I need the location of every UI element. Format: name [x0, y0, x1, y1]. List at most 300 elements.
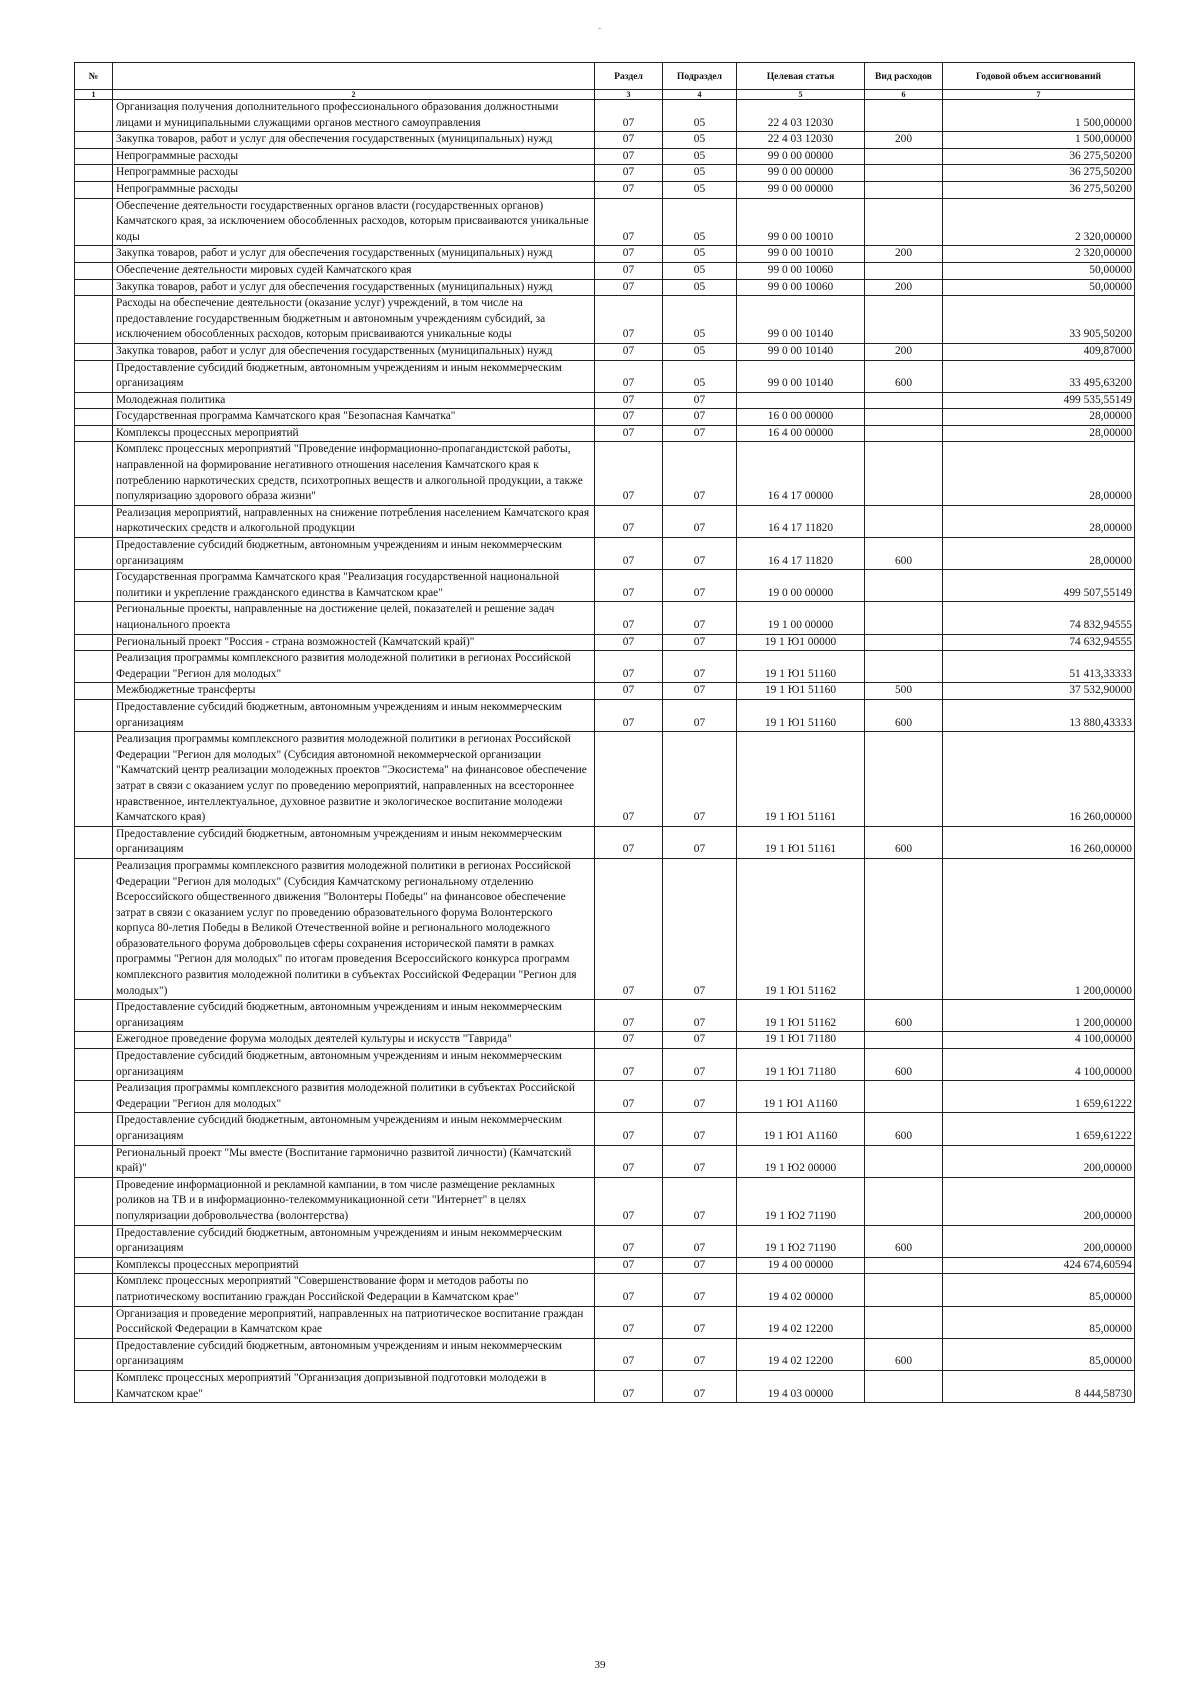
row-section-cell: 07: [595, 360, 663, 392]
row-number-cell: [75, 1306, 113, 1338]
row-name-cell: Предоставление субсидий бюджетным, автономным учреждениям и иным некоммерческим организациям: [113, 360, 595, 392]
row-name-cell: Реализация программы комплексного развития молодежной политики в регионах Российской Федерации "Регион для молодых": [113, 651, 595, 683]
row-number-cell: [75, 732, 113, 827]
row-name-cell: Предоставление субсидий бюджетным, автономным учреждениям и иным некоммерческим организациям: [113, 826, 595, 858]
row-name-cell: Предоставление субсидий бюджетным, автономным учреждениям и иным некоммерческим организациям: [113, 699, 595, 731]
row-name-cell: Обеспечение деятельности мировых судей Камчатского края: [113, 262, 595, 279]
row-value-cell: 33 495,63200: [943, 360, 1135, 392]
row-number-cell: [75, 1113, 113, 1145]
table-row: [75, 699, 1135, 731]
row-value-cell: 200,00000: [943, 1145, 1135, 1177]
row-target-cell: 19 1 Ю2 00000: [737, 1145, 865, 1177]
header-expense-type: Вид расходов: [865, 63, 943, 90]
row-name-cell: Организация и проведение мероприятий, направленных на патриотическое воспитание граждан Российской Федерации в Камчатском крае: [113, 1306, 595, 1338]
index-5: 5: [737, 90, 865, 100]
table-index-row: [75, 90, 1135, 100]
row-target-cell: 19 4 02 12200: [737, 1338, 865, 1370]
budget-allocation-table: [74, 62, 1135, 1403]
row-target-cell: 99 0 00 10060: [737, 279, 865, 296]
row-number-cell: [75, 296, 113, 344]
row-name-cell: Региональный проект "Мы вместе (Воспитание гармонично развитой личности) (Камчатский край)": [113, 1145, 595, 1177]
row-subsection-cell: 07: [663, 683, 737, 700]
index-6: 6: [865, 90, 943, 100]
row-subsection-cell: 05: [663, 100, 737, 132]
table-row: [75, 1338, 1135, 1370]
table-row: [75, 1177, 1135, 1225]
row-target-cell: 99 0 00 10060: [737, 262, 865, 279]
row-section-cell: 07: [595, 296, 663, 344]
header-section: Раздел: [595, 63, 663, 90]
row-type-cell: [865, 1145, 943, 1177]
table-row: [75, 1032, 1135, 1049]
table-row: [75, 181, 1135, 198]
row-type-cell: [865, 165, 943, 182]
row-type-cell: [865, 100, 943, 132]
row-name-cell: Предоставление субсидий бюджетным, автономным учреждениям и иным некоммерческим организациям: [113, 1049, 595, 1081]
row-type-cell: [865, 1177, 943, 1225]
row-target-cell: 19 4 00 00000: [737, 1257, 865, 1274]
row-type-cell: [865, 1370, 943, 1402]
row-subsection-cell: 07: [663, 858, 737, 999]
row-subsection-cell: 05: [663, 165, 737, 182]
row-subsection-cell: 07: [663, 1113, 737, 1145]
row-value-cell: 1 500,00000: [943, 132, 1135, 149]
row-value-cell: 28,00000: [943, 505, 1135, 537]
table-row: [75, 409, 1135, 426]
row-name-cell: Обеспечение деятельности государственных органов власти (государственных органов) Камчатского края, за исключением обособленных расходов, которым присваиваются уникальные коды: [113, 198, 595, 246]
row-number-cell: [75, 1370, 113, 1402]
row-number-cell: [75, 360, 113, 392]
row-target-cell: 19 1 Ю1 51162: [737, 1000, 865, 1032]
row-name-cell: Закупка товаров, работ и услуг для обеспечения государственных (муниципальных) нужд: [113, 246, 595, 263]
row-value-cell: 499 535,55149: [943, 392, 1135, 409]
row-number-cell: [75, 538, 113, 570]
row-number-cell: [75, 165, 113, 182]
row-subsection-cell: 07: [663, 1257, 737, 1274]
table-row: [75, 165, 1135, 182]
table-row: [75, 246, 1135, 263]
row-number-cell: [75, 505, 113, 537]
row-section-cell: 07: [595, 570, 663, 602]
row-subsection-cell: 07: [663, 1081, 737, 1113]
row-name-cell: Непрограммные расходы: [113, 165, 595, 182]
row-number-cell: [75, 262, 113, 279]
budget-table-page: [74, 62, 1134, 1403]
row-type-cell: [865, 858, 943, 999]
table-row: [75, 100, 1135, 132]
row-value-cell: 74 832,94555: [943, 602, 1135, 634]
row-target-cell: 19 1 Ю1 51160: [737, 683, 865, 700]
row-section-cell: 07: [595, 1049, 663, 1081]
row-type-cell: 500: [865, 683, 943, 700]
row-target-cell: 99 0 00 00000: [737, 148, 865, 165]
row-target-cell: 99 0 00 10140: [737, 296, 865, 344]
row-value-cell: 28,00000: [943, 442, 1135, 505]
row-target-cell: 22 4 03 12030: [737, 100, 865, 132]
table-row: [75, 343, 1135, 360]
index-4: 4: [663, 90, 737, 100]
row-subsection-cell: 07: [663, 699, 737, 731]
row-type-cell: [865, 570, 943, 602]
header-target-article: Целевая статья: [737, 63, 865, 90]
row-subsection-cell: 07: [663, 1338, 737, 1370]
row-subsection-cell: 05: [663, 181, 737, 198]
table-row: [75, 683, 1135, 700]
row-number-cell: [75, 858, 113, 999]
table-row: [75, 1049, 1135, 1081]
row-section-cell: 07: [595, 1225, 663, 1257]
row-target-cell: 99 0 00 10010: [737, 246, 865, 263]
row-value-cell: 50,00000: [943, 279, 1135, 296]
row-section-cell: 07: [595, 442, 663, 505]
row-target-cell: 19 1 00 00000: [737, 602, 865, 634]
row-type-cell: 600: [865, 538, 943, 570]
row-subsection-cell: 07: [663, 1370, 737, 1402]
row-type-cell: 200: [865, 279, 943, 296]
row-type-cell: [865, 1257, 943, 1274]
row-type-cell: 600: [865, 1113, 943, 1145]
header-annual-volume: Годовой объем ассигнований: [943, 63, 1135, 90]
row-section-cell: 07: [595, 246, 663, 263]
row-section-cell: 07: [595, 1113, 663, 1145]
row-target-cell: 16 0 00 00000: [737, 409, 865, 426]
row-value-cell: 8 444,58730: [943, 1370, 1135, 1402]
table-row: [75, 602, 1135, 634]
row-number-cell: [75, 198, 113, 246]
row-section-cell: 07: [595, 634, 663, 651]
row-section-cell: 07: [595, 409, 663, 426]
row-section-cell: 07: [595, 1257, 663, 1274]
row-section-cell: 07: [595, 1338, 663, 1370]
row-value-cell: 28,00000: [943, 409, 1135, 426]
row-number-cell: [75, 392, 113, 409]
page-number: 39: [594, 1659, 606, 1671]
row-section-cell: 07: [595, 1306, 663, 1338]
row-section-cell: 07: [595, 683, 663, 700]
index-1: 1: [75, 90, 113, 100]
row-target-cell: 19 1 Ю1 51161: [737, 826, 865, 858]
row-section-cell: 07: [595, 181, 663, 198]
row-value-cell: 51 413,33333: [943, 651, 1135, 683]
row-name-cell: Предоставление субсидий бюджетным, автономным учреждениям и иным некоммерческим организациям: [113, 1225, 595, 1257]
row-type-cell: [865, 425, 943, 442]
table-row: [75, 732, 1135, 827]
row-target-cell: 16 4 00 00000: [737, 425, 865, 442]
row-value-cell: 1 659,61222: [943, 1081, 1135, 1113]
row-name-cell: Реализация программы комплексного развития молодежной политики в регионах Российской Федерации "Регион для молодых" (Субсидия автономной некоммерческой организации "Камчатский центр реализации молодежных проектов "Экосистема" на финансовое обеспечение затрат в связи с оказанием услуг по проведению мероприятий, направленных на всестороннее нравственное, интеллектуальное, духовное развитие и экологическое воспитание молодежи Камчатского края): [113, 732, 595, 827]
row-type-cell: [865, 1274, 943, 1306]
row-target-cell: 16 4 17 00000: [737, 442, 865, 505]
row-number-cell: [75, 100, 113, 132]
row-target-cell: 19 4 02 00000: [737, 1274, 865, 1306]
row-name-cell: Ежегодное проведение форума молодых деятелей культуры и искусств "Таврида": [113, 1032, 595, 1049]
row-value-cell: 36 275,50200: [943, 165, 1135, 182]
row-section-cell: 07: [595, 1000, 663, 1032]
row-type-cell: [865, 198, 943, 246]
row-type-cell: 600: [865, 1225, 943, 1257]
row-section-cell: 07: [595, 100, 663, 132]
row-type-cell: 200: [865, 343, 943, 360]
row-number-cell: [75, 699, 113, 731]
row-number-cell: [75, 148, 113, 165]
row-subsection-cell: 07: [663, 634, 737, 651]
row-name-cell: Региональные проекты, направленные на достижение целей, показателей и решение задач национального проекта: [113, 602, 595, 634]
row-value-cell: 1 200,00000: [943, 858, 1135, 999]
table-row: [75, 425, 1135, 442]
row-section-cell: 07: [595, 651, 663, 683]
row-type-cell: [865, 505, 943, 537]
row-subsection-cell: 05: [663, 343, 737, 360]
row-name-cell: Закупка товаров, работ и услуг для обеспечения государственных (муниципальных) нужд: [113, 132, 595, 149]
row-name-cell: Непрограммные расходы: [113, 148, 595, 165]
row-target-cell: 19 1 Ю2 71190: [737, 1225, 865, 1257]
row-number-cell: [75, 425, 113, 442]
row-number-cell: [75, 1032, 113, 1049]
table-row: [75, 1081, 1135, 1113]
row-target-cell: 19 1 Ю1 51162: [737, 858, 865, 999]
row-subsection-cell: 07: [663, 425, 737, 442]
row-subsection-cell: 05: [663, 132, 737, 149]
row-target-cell: 19 4 02 12200: [737, 1306, 865, 1338]
row-subsection-cell: 07: [663, 1225, 737, 1257]
row-name-cell: Комплекс процессных мероприятий "Проведение информационно-пропагандистской работы, направленной на формирование негативного отношения населения Камчатского края к потреблению наркотических средств, психотропных веществ и алкогольной продукции, а также популяризацию здорового образа жизни": [113, 442, 595, 505]
row-number-cell: [75, 132, 113, 149]
row-value-cell: 85,00000: [943, 1306, 1135, 1338]
row-value-cell: 50,00000: [943, 262, 1135, 279]
row-subsection-cell: 07: [663, 409, 737, 426]
row-subsection-cell: 07: [663, 538, 737, 570]
row-subsection-cell: 07: [663, 602, 737, 634]
row-type-cell: [865, 1081, 943, 1113]
row-name-cell: Организация получения дополнительного профессионального образования должностными лицами и муниципальными служащими органов местного самоуправления: [113, 100, 595, 132]
row-name-cell: Непрограммные расходы: [113, 181, 595, 198]
row-value-cell: 2 320,00000: [943, 198, 1135, 246]
row-name-cell: Проведение информационной и рекламной кампании, в том числе размещение рекламных роликов на ТВ и в информационно-телекоммуникационной сети "Интернет" в целях популяризации добровольчества (волонтерства): [113, 1177, 595, 1225]
row-number-cell: [75, 570, 113, 602]
row-subsection-cell: 05: [663, 148, 737, 165]
row-name-cell: Межбюджетные трансферты: [113, 683, 595, 700]
row-value-cell: 4 100,00000: [943, 1049, 1135, 1081]
row-section-cell: 07: [595, 602, 663, 634]
row-subsection-cell: 05: [663, 296, 737, 344]
row-number-cell: [75, 1000, 113, 1032]
row-type-cell: 600: [865, 1338, 943, 1370]
row-value-cell: 499 507,55149: [943, 570, 1135, 602]
row-section-cell: 07: [595, 1145, 663, 1177]
row-type-cell: [865, 181, 943, 198]
row-subsection-cell: 07: [663, 1032, 737, 1049]
row-number-cell: [75, 246, 113, 263]
row-type-cell: [865, 732, 943, 827]
row-type-cell: 600: [865, 1049, 943, 1081]
row-type-cell: [865, 651, 943, 683]
row-name-cell: Предоставление субсидий бюджетным, автономным учреждениям и иным некоммерческим организациям: [113, 1000, 595, 1032]
row-type-cell: [865, 1306, 943, 1338]
row-type-cell: 200: [865, 246, 943, 263]
row-section-cell: 07: [595, 1081, 663, 1113]
table-row: [75, 148, 1135, 165]
row-name-cell: Предоставление субсидий бюджетным, автономным учреждениям и иным некоммерческим организациям: [113, 1113, 595, 1145]
row-name-cell: Комплекс процессных мероприятий "Организация допризывной подготовки молодежи в Камчатском крае": [113, 1370, 595, 1402]
row-section-cell: 07: [595, 826, 663, 858]
row-section-cell: 07: [595, 279, 663, 296]
table-row: [75, 538, 1135, 570]
row-subsection-cell: 07: [663, 826, 737, 858]
table-row: [75, 392, 1135, 409]
row-name-cell: Региональный проект "Россия - страна возможностей (Камчатский край)": [113, 634, 595, 651]
row-value-cell: 200,00000: [943, 1177, 1135, 1225]
row-name-cell: Предоставление субсидий бюджетным, автономным учреждениям и иным некоммерческим организациям: [113, 1338, 595, 1370]
row-section-cell: 07: [595, 392, 663, 409]
row-target-cell: 99 0 00 00000: [737, 165, 865, 182]
row-section-cell: 07: [595, 699, 663, 731]
row-number-cell: [75, 683, 113, 700]
header-name: [113, 63, 595, 90]
table-row: [75, 634, 1135, 651]
row-value-cell: 409,87000: [943, 343, 1135, 360]
row-subsection-cell: 07: [663, 1145, 737, 1177]
row-number-cell: [75, 1274, 113, 1306]
row-target-cell: 19 1 Ю1 51160: [737, 699, 865, 731]
row-type-cell: [865, 296, 943, 344]
row-section-cell: 07: [595, 343, 663, 360]
row-value-cell: 28,00000: [943, 425, 1135, 442]
row-number-cell: [75, 1338, 113, 1370]
row-target-cell: 19 1 Ю1 00000: [737, 634, 865, 651]
row-value-cell: 2 320,00000: [943, 246, 1135, 263]
row-target-cell: 99 0 00 00000: [737, 181, 865, 198]
table-row: [75, 1274, 1135, 1306]
row-section-cell: 07: [595, 1032, 663, 1049]
row-number-cell: [75, 1081, 113, 1113]
table-row: [75, 262, 1135, 279]
row-type-cell: [865, 442, 943, 505]
row-section-cell: 07: [595, 858, 663, 999]
row-section-cell: 07: [595, 198, 663, 246]
row-subsection-cell: 05: [663, 279, 737, 296]
row-name-cell: Государственная программа Камчатского края "Реализация государственной национальной политики и укрепление гражданского единства в Камчатском крае": [113, 570, 595, 602]
row-subsection-cell: 07: [663, 505, 737, 537]
row-type-cell: 600: [865, 699, 943, 731]
table-row: [75, 296, 1135, 344]
table-row: [75, 570, 1135, 602]
row-subsection-cell: 07: [663, 1177, 737, 1225]
row-target-cell: 19 1 Ю1 51161: [737, 732, 865, 827]
row-section-cell: 07: [595, 538, 663, 570]
table-row: [75, 858, 1135, 999]
row-subsection-cell: 05: [663, 262, 737, 279]
row-name-cell: Комплексы процессных мероприятий: [113, 1257, 595, 1274]
row-name-cell: Закупка товаров, работ и услуг для обеспечения государственных (муниципальных) нужд: [113, 343, 595, 360]
table-row: [75, 198, 1135, 246]
row-type-cell: 200: [865, 132, 943, 149]
row-number-cell: [75, 651, 113, 683]
row-name-cell: Реализация мероприятий, направленных на снижение потребления населением Камчатского края наркотических средств и алкогольной продукции: [113, 505, 595, 537]
header-number: №: [75, 63, 113, 90]
row-value-cell: 37 532,90000: [943, 683, 1135, 700]
row-value-cell: 1 200,00000: [943, 1000, 1135, 1032]
row-target-cell: 19 1 Ю1 А1160: [737, 1081, 865, 1113]
row-subsection-cell: 07: [663, 1306, 737, 1338]
row-name-cell: Реализация программы комплексного развития молодежной политики в регионах Российской Федерации "Регион для молодых" (Субсидия Камчатскому региональному отделению Всероссийского общественного движения "Волонтеры Победы" на финансовое обеспечение затрат в связи с оказанием услуг по проведению образовательного форума Волонтерского корпуса 80-летия Победы в Великой Отечественной войне и регионального молодежного образовательного форума добровольцев сферы сохранения исторической памяти в рамках программы "Регион для молодых" по итогам проведения Всероссийского конкурса программ комплексного развития молодежной политики в субъектах Российской Федерации "Регион для молодых"): [113, 858, 595, 999]
row-number-cell: [75, 826, 113, 858]
row-subsection-cell: 07: [663, 732, 737, 827]
table-row: [75, 1225, 1135, 1257]
table-row: [75, 1257, 1135, 1274]
row-target-cell: 19 4 03 00000: [737, 1370, 865, 1402]
table-row: [75, 279, 1135, 296]
table-row: [75, 651, 1135, 683]
row-value-cell: 36 275,50200: [943, 148, 1135, 165]
row-target-cell: 19 1 Ю1 71180: [737, 1049, 865, 1081]
row-name-cell: Закупка товаров, работ и услуг для обеспечения государственных (муниципальных) нужд: [113, 279, 595, 296]
row-section-cell: 07: [595, 1274, 663, 1306]
row-subsection-cell: 07: [663, 392, 737, 409]
row-value-cell: 85,00000: [943, 1338, 1135, 1370]
row-section-cell: 07: [595, 262, 663, 279]
row-value-cell: 200,00000: [943, 1225, 1135, 1257]
row-value-cell: 16 260,00000: [943, 732, 1135, 827]
table-row: [75, 1000, 1135, 1032]
row-number-cell: [75, 1177, 113, 1225]
row-subsection-cell: 05: [663, 360, 737, 392]
row-section-cell: 07: [595, 505, 663, 537]
row-number-cell: [75, 1257, 113, 1274]
index-2: 2: [113, 90, 595, 100]
row-target-cell: 19 0 00 00000: [737, 570, 865, 602]
table-row: [75, 442, 1135, 505]
index-7: 7: [943, 90, 1135, 100]
row-subsection-cell: 07: [663, 1000, 737, 1032]
table-row: [75, 132, 1135, 149]
row-value-cell: 13 880,43333: [943, 699, 1135, 731]
table-row: [75, 360, 1135, 392]
row-target-cell: 99 0 00 10140: [737, 360, 865, 392]
table-row: [75, 1306, 1135, 1338]
row-number-cell: [75, 1049, 113, 1081]
row-subsection-cell: 05: [663, 246, 737, 263]
row-target-cell: [737, 392, 865, 409]
row-name-cell: Молодежная политика: [113, 392, 595, 409]
header-subsection: Подраздел: [663, 63, 737, 90]
row-name-cell: Предоставление субсидий бюджетным, автономным учреждениям и иным некоммерческим организациям: [113, 538, 595, 570]
row-number-cell: [75, 279, 113, 296]
row-number-cell: [75, 181, 113, 198]
row-target-cell: 19 1 Ю1 51160: [737, 651, 865, 683]
row-type-cell: [865, 148, 943, 165]
row-name-cell: Реализация программы комплексного развития молодежной политики в субъектах Российской Федерации "Регион для молодых": [113, 1081, 595, 1113]
row-section-cell: 07: [595, 425, 663, 442]
row-number-cell: [75, 602, 113, 634]
row-subsection-cell: 07: [663, 1049, 737, 1081]
row-target-cell: 22 4 03 12030: [737, 132, 865, 149]
row-section-cell: 07: [595, 132, 663, 149]
row-value-cell: 36 275,50200: [943, 181, 1135, 198]
index-3: 3: [595, 90, 663, 100]
table-row: [75, 826, 1135, 858]
row-type-cell: [865, 602, 943, 634]
table-body: [75, 100, 1135, 1403]
row-name-cell: Расходы на обеспечение деятельности (оказание услуг) учреждений, в том числе на предоставление государственным бюджетным и автономным учреждениям субсидий, за исключением обособленных расходов, которым присваиваются уникальные коды: [113, 296, 595, 344]
row-type-cell: [865, 1032, 943, 1049]
row-number-cell: [75, 409, 113, 426]
row-value-cell: 1 659,61222: [943, 1113, 1135, 1145]
row-subsection-cell: 07: [663, 1274, 737, 1306]
row-subsection-cell: 07: [663, 651, 737, 683]
row-number-cell: [75, 1145, 113, 1177]
row-subsection-cell: 05: [663, 198, 737, 246]
row-target-cell: 99 0 00 10010: [737, 198, 865, 246]
